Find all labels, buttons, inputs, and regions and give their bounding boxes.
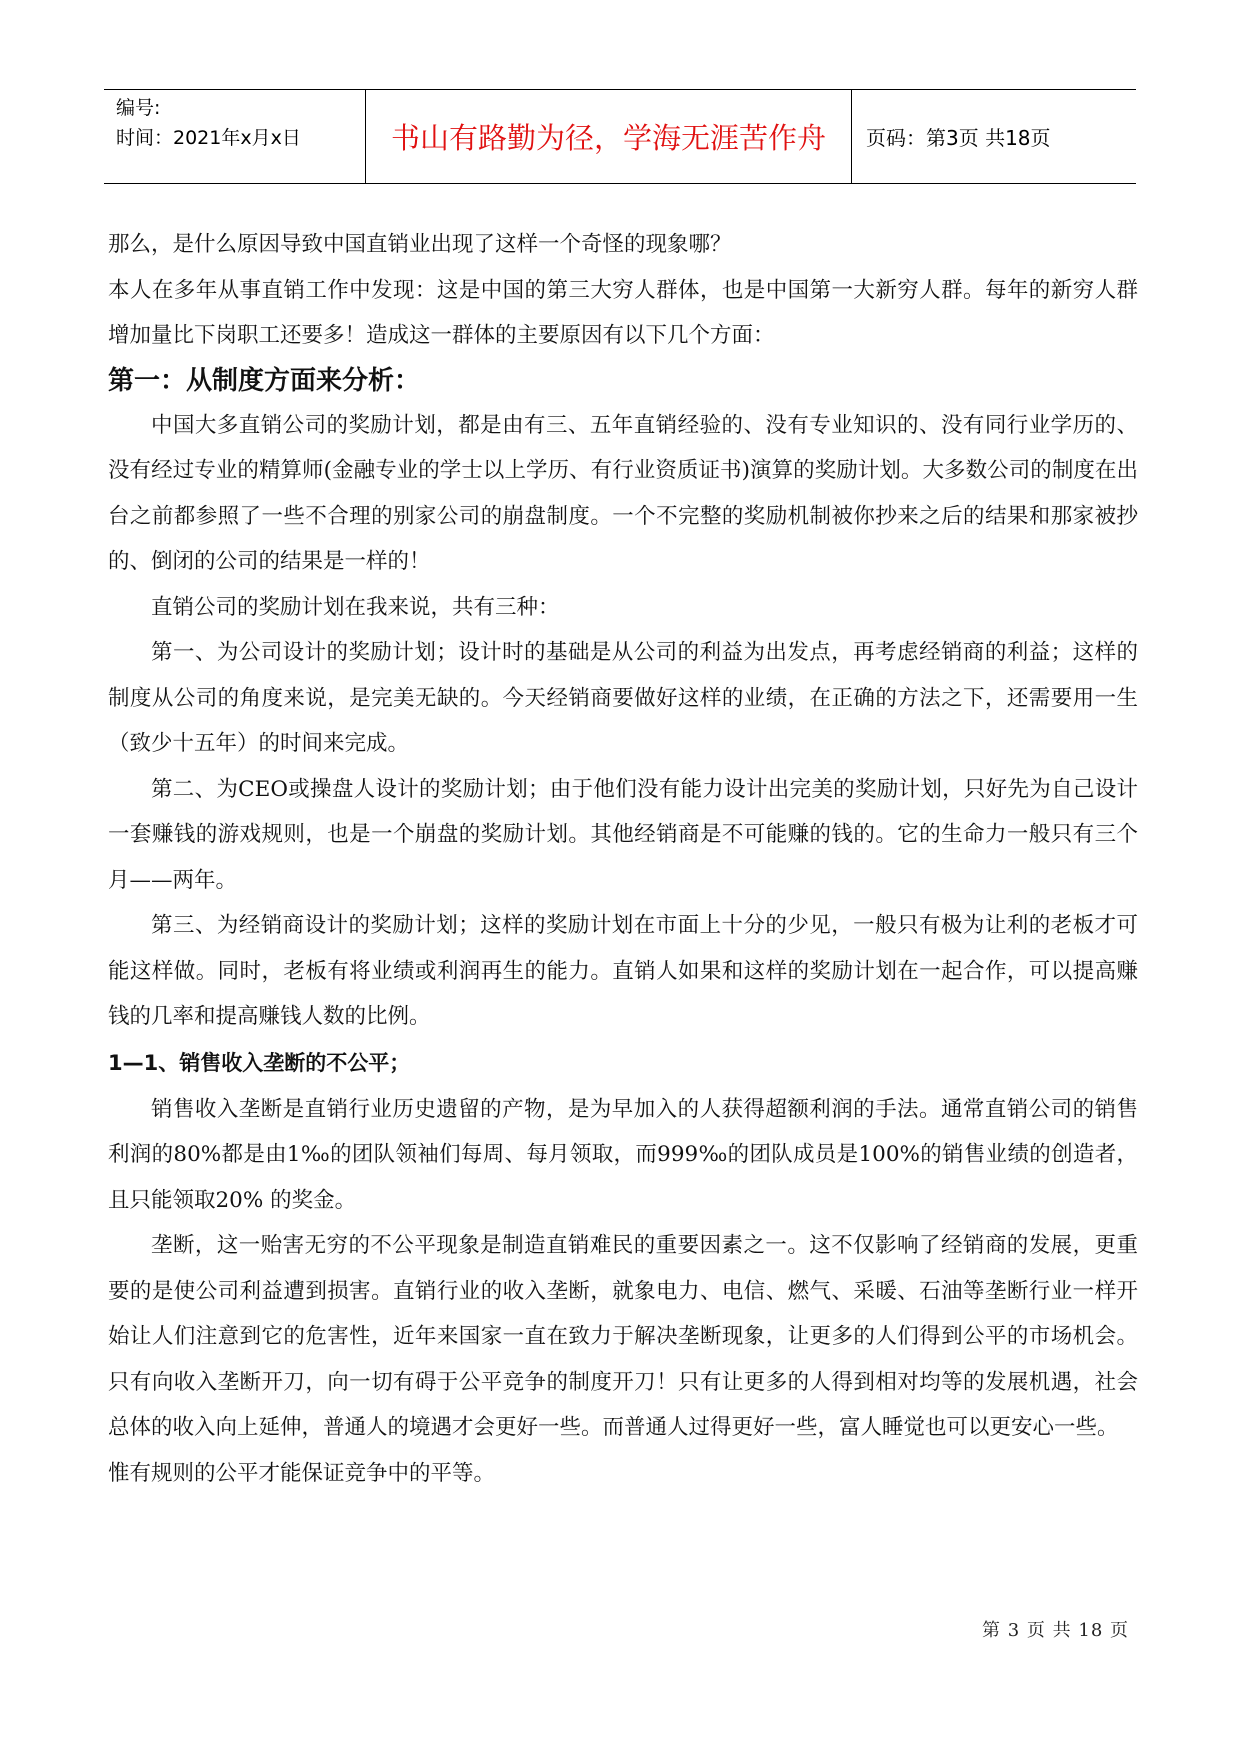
header-page-label: 页码：第3页 共18页 bbox=[866, 126, 1051, 150]
header-left-cell bbox=[104, 90, 366, 183]
paragraph: 本人在多年从事直销工作中发现：这是中国的第三大穷人群体，也是中国第一大新穷人群。每年的新穷人群增加量比下岗职工还要多！造成这一群体的主要原因有以下几个方面： bbox=[108, 277, 1138, 348]
subsection-heading: 1—1、销售收入垄断的不公平； bbox=[108, 1050, 411, 1075]
page-footer: 第 3 页 共 18 页 bbox=[982, 1620, 1129, 1641]
section-heading: 第一：从制度方面来分析： bbox=[108, 365, 421, 396]
paragraph: 惟有规则的公平才能保证竞争中的平等。 bbox=[108, 1460, 496, 1486]
header-motto-cell bbox=[366, 90, 852, 183]
document-number-label: 编号: bbox=[116, 97, 161, 119]
document-body bbox=[108, 222, 1138, 1496]
paragraph: 销售收入垄断是直销行业历史遗留的产物，是为早加入的人获得超额利润的手法。通常直销公司的销售利润的80%都是由1‰的团队领袖们每周、每月领取，而999‰的团队成员是100%的销售业绩的创造者，且只能领取20% 的奖金。 bbox=[108, 1096, 1138, 1213]
paragraph: 那么，是什么原因导致中国直销业出现了这样一个奇怪的现象哪？ bbox=[108, 232, 732, 257]
paragraph: 中国大多直销公司的奖励计划，都是由有三、五年直销经验的、没有专业知识的、没有同行业学历的、没有经过专业的精算师(金融专业的学士以上学历、有行业资质证书)演算的奖励计划。大多数公司的制度在出台之前都参照了一些不合理的别家公司的崩盘制度。一个不完整的奖励机制被你抄来之后的结果和那家被抄的、倒闭的公司的结果是一样的！ bbox=[108, 412, 1138, 574]
page-header bbox=[104, 89, 1136, 184]
document-time-label: 时间：2021年x月x日 bbox=[116, 127, 301, 149]
paragraph: 第一、为公司设计的奖励计划；设计时的基础是从公司的利益为出发点，再考虑经销商的利益；这样的制度从公司的角度来说，是完美无缺的。今天经销商要做好这样的业绩，在正确的方法之下，还需要用一生（致少十五年）的时间来完成。 bbox=[108, 640, 1138, 756]
paragraph: 垄断，这一贻害无穷的不公平现象是制造直销难民的重要因素之一。这不仅影响了经销商的发展，更重要的是使公司利益遭到损害。直销行业的收入垄断，就象电力、电信、燃气、采暖、石油等垄断行业一样开始让人们注意到它的危害性，近年来国家一直在致力于解决垄断现象，让更多的人们得到公平的市场机会。只有向收入垄断开刀，向一切有碍于公平竞争的制度开刀！只有让更多的人得到相对均等的发展机遇，社会总体的收入向上延伸，普通人的境遇才会更好一些。而普通人过得更好一些，富人睡觉也可以更安心一些。 bbox=[108, 1233, 1138, 1440]
paragraph: 第三、为经销商设计的奖励计划；这样的奖励计划在市面上十分的少见，一般只有极为让利的老板才可能这样做。同时，老板有将业绩或利润再生的能力。直销人如果和这样的奖励计划在一起合作，可以提高赚钱的几率和提高赚钱人数的比例。 bbox=[108, 913, 1138, 1029]
header-page-cell bbox=[852, 90, 1136, 183]
paragraph: 直销公司的奖励计划在我来说，共有三种： bbox=[151, 594, 560, 620]
header-motto: 书山有路勤为径，学海无涯苦作舟 bbox=[390, 121, 826, 155]
paragraph: 第二、为CEO或操盘人设计的奖励计划；由于他们没有能力设计出完美的奖励计划，只好先为自己设计一套赚钱的游戏规则，也是一个崩盘的奖励计划。其他经销商是不可能赚的钱的。它的生命力一般只有三个月——两年。 bbox=[108, 776, 1138, 893]
